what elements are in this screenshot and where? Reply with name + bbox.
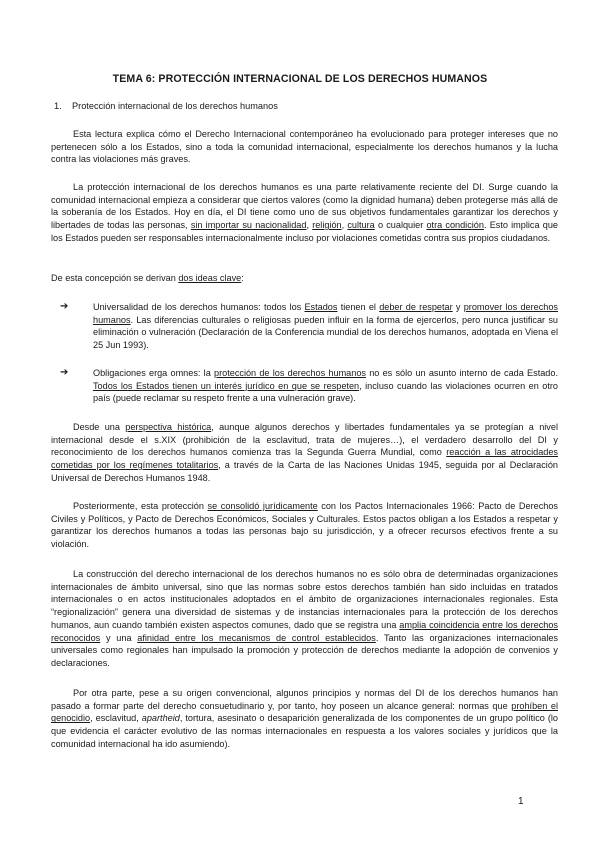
underlined-text: otra condición	[426, 220, 484, 231]
paragraph-text: con los Pactos Internacionales 1966: Pacto de Derechos Civiles y Políticos, y Pacto de Derechos Económicos, Sociales y Culturales. Estos pactos obligan a los Estados a respetar y garantizar los derechos humanos a todas las personas bajo su jurisdicción, y a ofrecer recursos efectivos frente a su violación.	[51, 501, 558, 550]
paragraph-history	[51, 421, 558, 485]
section-title: Protección internacional de los derechos humanos	[72, 101, 278, 111]
paragraph-text: ,	[341, 220, 348, 231]
underlined-text: protección de los derechos humanos	[214, 368, 366, 378]
paragraph-text: o cualquier	[374, 220, 427, 231]
paragraph-text: Por otra parte, pese a su origen convencional, algunos principios y normas del DI de los derechos humanos han pasado a formar parte del derecho consuetudinario y, por tanto, hoy poseen un alcance general: normas que	[51, 688, 558, 711]
paragraph-text: , a través de la Carta de las Naciones Unidas 1945, seguida por al Declaración Universal de Derechos Humanos 1948.	[51, 460, 558, 483]
paragraph-text: :	[241, 273, 244, 283]
page-title: TEMA 6: PROTECCIÓN INTERNACIONAL DE LOS DERECHOS HUMANOS	[112, 73, 488, 85]
underlined-text: afinidad entre los mecanismos de control establecidos	[137, 632, 376, 643]
paragraph-protection	[51, 181, 558, 245]
bullet-erga-omnes	[60, 367, 558, 405]
paragraph-text: De esta concepción se derivan	[51, 273, 179, 283]
paragraph-text: . Tanto las organizaciones internacionales universales como regionales han impulsado la promoción y protección de derechos mediante la adopción de convenios y declaraciones.	[51, 632, 558, 668]
paragraph-key-ideas	[51, 272, 558, 285]
paragraph-customary-law	[51, 687, 558, 751]
underlined-text: cultura	[347, 220, 375, 231]
bullet-text: Universalidad de los derechos humanos: todos los Estados tienen el deber de respetar y promover los derechos humanos. Las diferencias culturales o religiosas pueden influir en la forma de ejercerlos, pero nunca justificar su eliminación o vulneración (Declaración de la Conferencia mundial de los derechos humanos, adoptada en Viena el 25 Jun 1993).	[93, 302, 558, 351]
paragraph-text: ,	[306, 220, 313, 231]
paragraph-intro	[51, 128, 558, 166]
arrow-bullet-icon: ➔	[60, 367, 69, 378]
paragraph-text: , aunque algunos derechos y libertades fundamentales ya se protegían a nivel internacional desde el s.XIX (prohibición de la esclavitud, trata de mujeres…), el verdadero desarrollo del DI y reconocimiento de los derechos humanos comienza tras la Segunda Guerra Mundial, como	[51, 422, 558, 458]
section-number: 1.	[54, 101, 62, 111]
underlined-text: se consolidó jurídicamente	[207, 501, 318, 511]
underlined-text: Estados	[304, 302, 338, 312]
section-heading	[54, 101, 278, 111]
underlined-text: promover los derechos humanos	[93, 302, 558, 325]
arrow-bullet-icon: ➔	[60, 301, 69, 312]
underlined-text: religión	[312, 220, 342, 231]
paragraph-text: La protección internacional de los derechos humanos es una parte relativamente reciente del DI. Surge cuando la comunidad internacional empieza a considerar que ciertos valores (como la dignidad humana) deben protegerse más allá de la soberanía de los Estados. Hoy en día, el DI tiene como uno de sus objetivos fundamentales garantizar los derechos y libertades de todas las personas,	[51, 182, 558, 231]
paragraph-text: , tortura, asesinato o desaparición generalizada de los componentes de un grupo político (lo que evidencia el carácter evolutivo de las normas internacionales en respuesta a los valores sociales y jurídicos que la comunidad internacional ha ido asumiendo).	[51, 713, 559, 749]
paragraph-text: , esclavitud,	[90, 713, 142, 724]
underlined-text: reacción a las atrocidades cometidas por los regímenes totalitarios	[51, 447, 558, 471]
underlined-text: perspectiva histórica	[125, 422, 212, 432]
underlined-text: amplia coincidencia entre los derechos reconocidos	[51, 619, 558, 643]
italic-text: apartheid	[141, 713, 180, 724]
paragraph-text: Desde una	[73, 422, 126, 432]
paragraph-text: Posteriormente, esta protección	[73, 501, 208, 511]
paragraph-regionalization	[51, 568, 558, 670]
underlined-text: Todos los Estados tienen un interés jurídico en que se respeten	[93, 380, 360, 391]
page-number: 1	[518, 796, 524, 807]
paragraph-text: La construcción del derecho internacional de los derechos humanos no es sólo obra de determinadas organizaciones internacionales de ámbito universal, sino que las normas sobre estos derechos también han sido incluidas en tratados internacionales o en actos institucionales adoptados en el ámbito de organizaciones internacionales regionales. Esta “regionalización” genera una diversidad de sistemas y de instancias internacionales para la protección de los derechos humanos, aun cuando también existen aspectos comunes, dado que se registra una	[51, 569, 558, 630]
underlined-text: sin importar su nacionalidad	[190, 220, 307, 231]
paragraph-text: y una	[100, 632, 138, 643]
underlined-text: deber de respetar	[379, 302, 453, 312]
underlined-text: dos ideas clave	[178, 273, 242, 283]
paragraph-text: Esta lectura explica cómo el Derecho Internacional contemporáneo ha evolucionado para proteger intereses que no pertenecen sólo a los Estados, sino a toda la comunidad internacional, especialmente los derechos humanos y la lucha contra las violaciones más graves.	[51, 129, 558, 165]
bullet-text: Obligaciones erga omnes: la protección de los derechos humanos no es sólo un asunto interno de cada Estado. Todos los Estados tienen un interés jurídico en que se respeten, incluso cuando las violaciones ocurren en otro país (puede reclamar su respeto frente a una vulneración grave).	[93, 368, 558, 404]
bullet-universality	[60, 301, 558, 352]
paragraph-text: . Esto implica que los Estados pueden ser responsables internacionalmente incluso por violaciones cometidas contra sus propios ciudadanos.	[51, 220, 558, 243]
underlined-text: prohíben el genocidio	[51, 700, 558, 724]
paragraph-covenants	[51, 500, 558, 551]
